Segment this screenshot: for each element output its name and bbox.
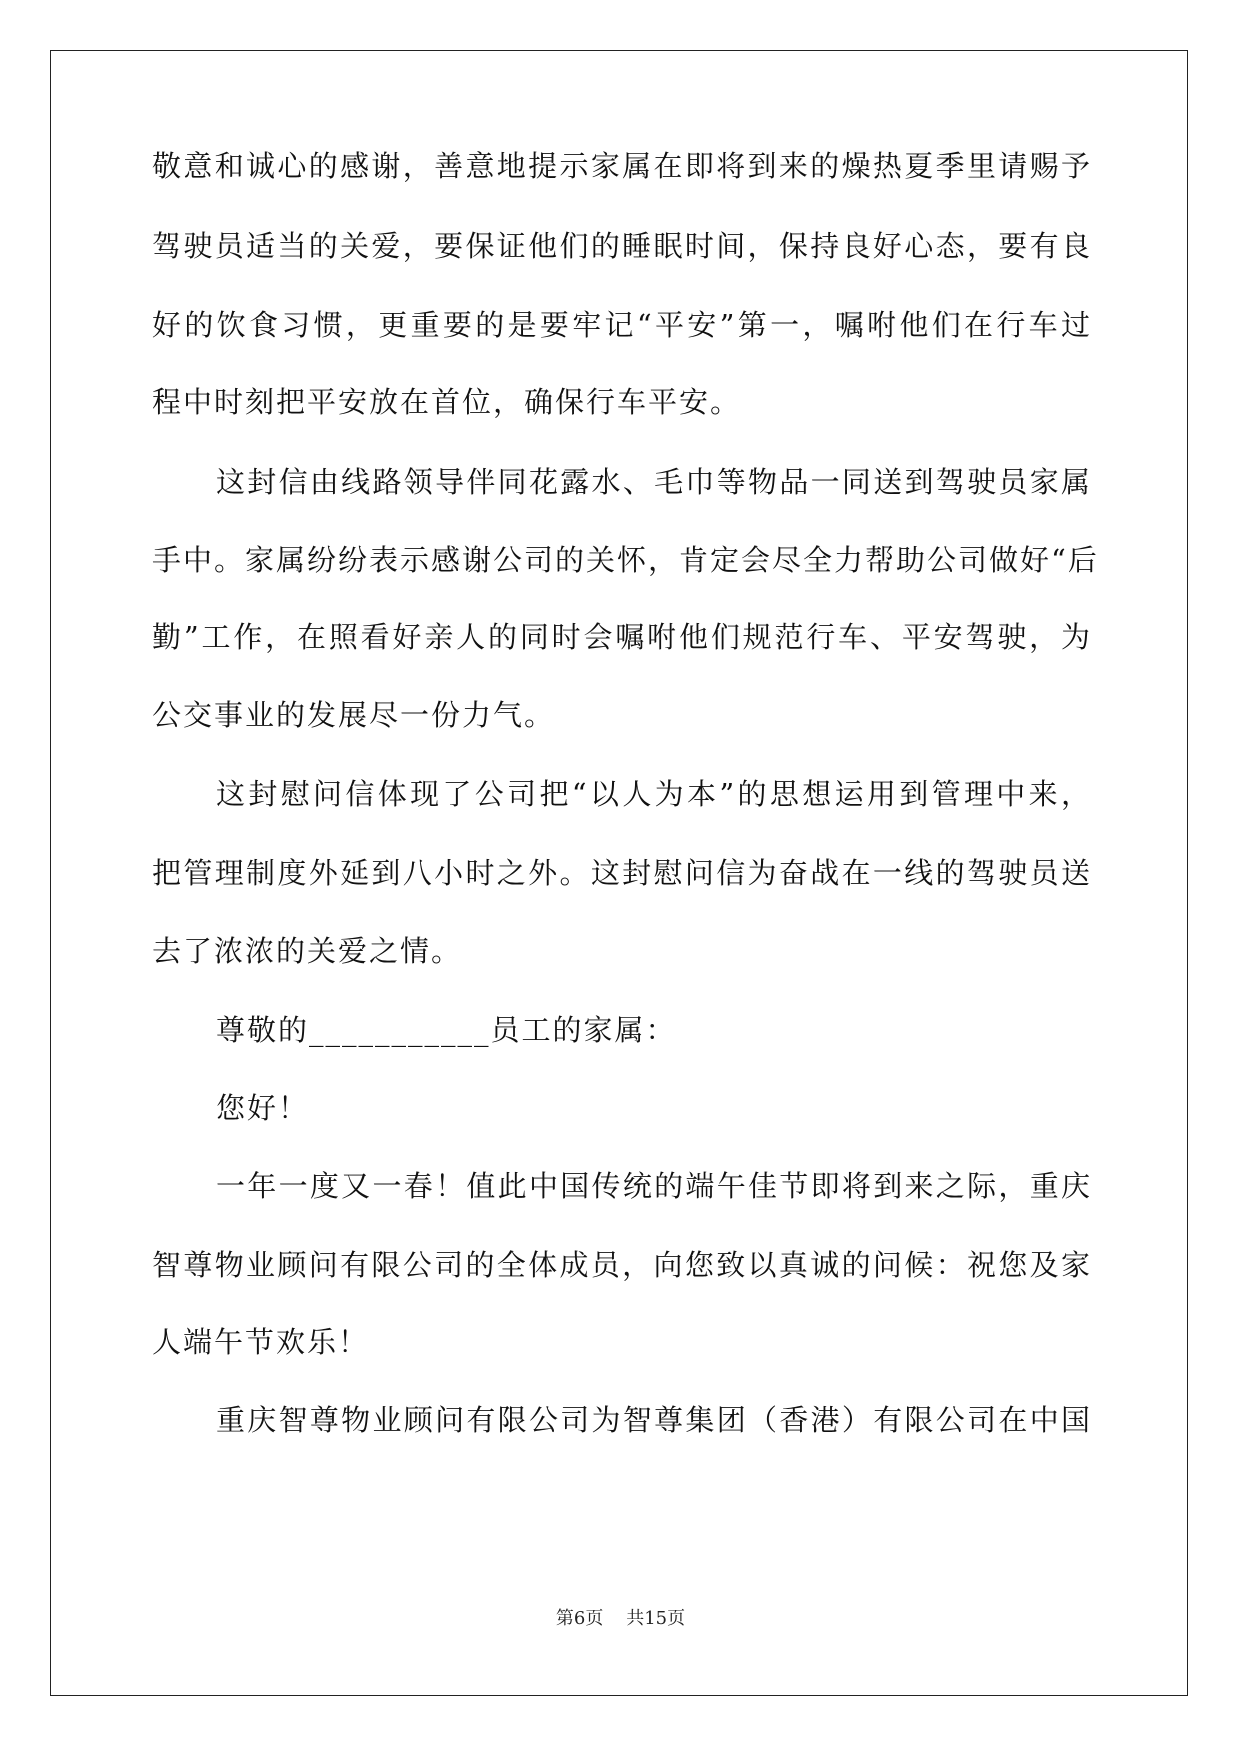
paragraph-line: 重庆智尊物业顾问有限公司为智尊集团（香港）有限公司在中国: [216, 1403, 1092, 1437]
paragraph-line: 智尊物业顾问有限公司的全体成员，向您致以真诚的问候：祝您及家: [152, 1248, 1092, 1282]
page-footer: [0, 1607, 1241, 1631]
paragraph-line: 程中时刻把平安放在首位，确保行车平安。: [152, 385, 742, 419]
paragraph-line: 人端午节欢乐！: [152, 1325, 370, 1359]
paragraph-line: 驾驶员适当的关爱，要保证他们的睡眠时间，保持良好心态，要有良: [152, 229, 1092, 263]
paragraph-line: 一年一度又一春！值此中国传统的端午佳节即将到来之际，重庆: [216, 1169, 1092, 1203]
paragraph-line: 手中。家属纷纷表示感谢公司的关怀，肯定会尽全力帮助公司做好“后: [152, 543, 1099, 577]
paragraph-line: 勤”工作，在照看好亲人的同时会嘱咐他们规范行车、平安驾驶，为: [152, 620, 1092, 654]
greeting-line: 您好！: [216, 1091, 310, 1125]
page-number: 第6页: [555, 1608, 604, 1629]
salutation-line: 尊敬的___________员工的家属：: [216, 1013, 677, 1047]
paragraph-line: 这封慰问信体现了公司把“以人为本”的思想运用到管理中来，: [216, 777, 1092, 811]
paragraph-line: 把管理制度外延到八小时之外。这封慰问信为奋战在一线的驾驶员送: [152, 856, 1092, 890]
paragraph-line: 去了浓浓的关爱之情。: [152, 934, 463, 968]
paragraph-line: 敬意和诚心的感谢，善意地提示家属在即将到来的燥热夏季里请赐予: [152, 149, 1092, 183]
paragraph-line: 好的饮食习惯，更重要的是要牢记“平安”第一，嘱咐他们在行车过: [152, 308, 1092, 342]
paragraph-line: 公交事业的发展尽一份力气。: [152, 698, 556, 732]
page-total: 共15页: [626, 1608, 686, 1629]
paragraph-line: 这封信由线路领导伴同花露水、毛巾等物品一同送到驾驶员家属: [216, 465, 1092, 499]
